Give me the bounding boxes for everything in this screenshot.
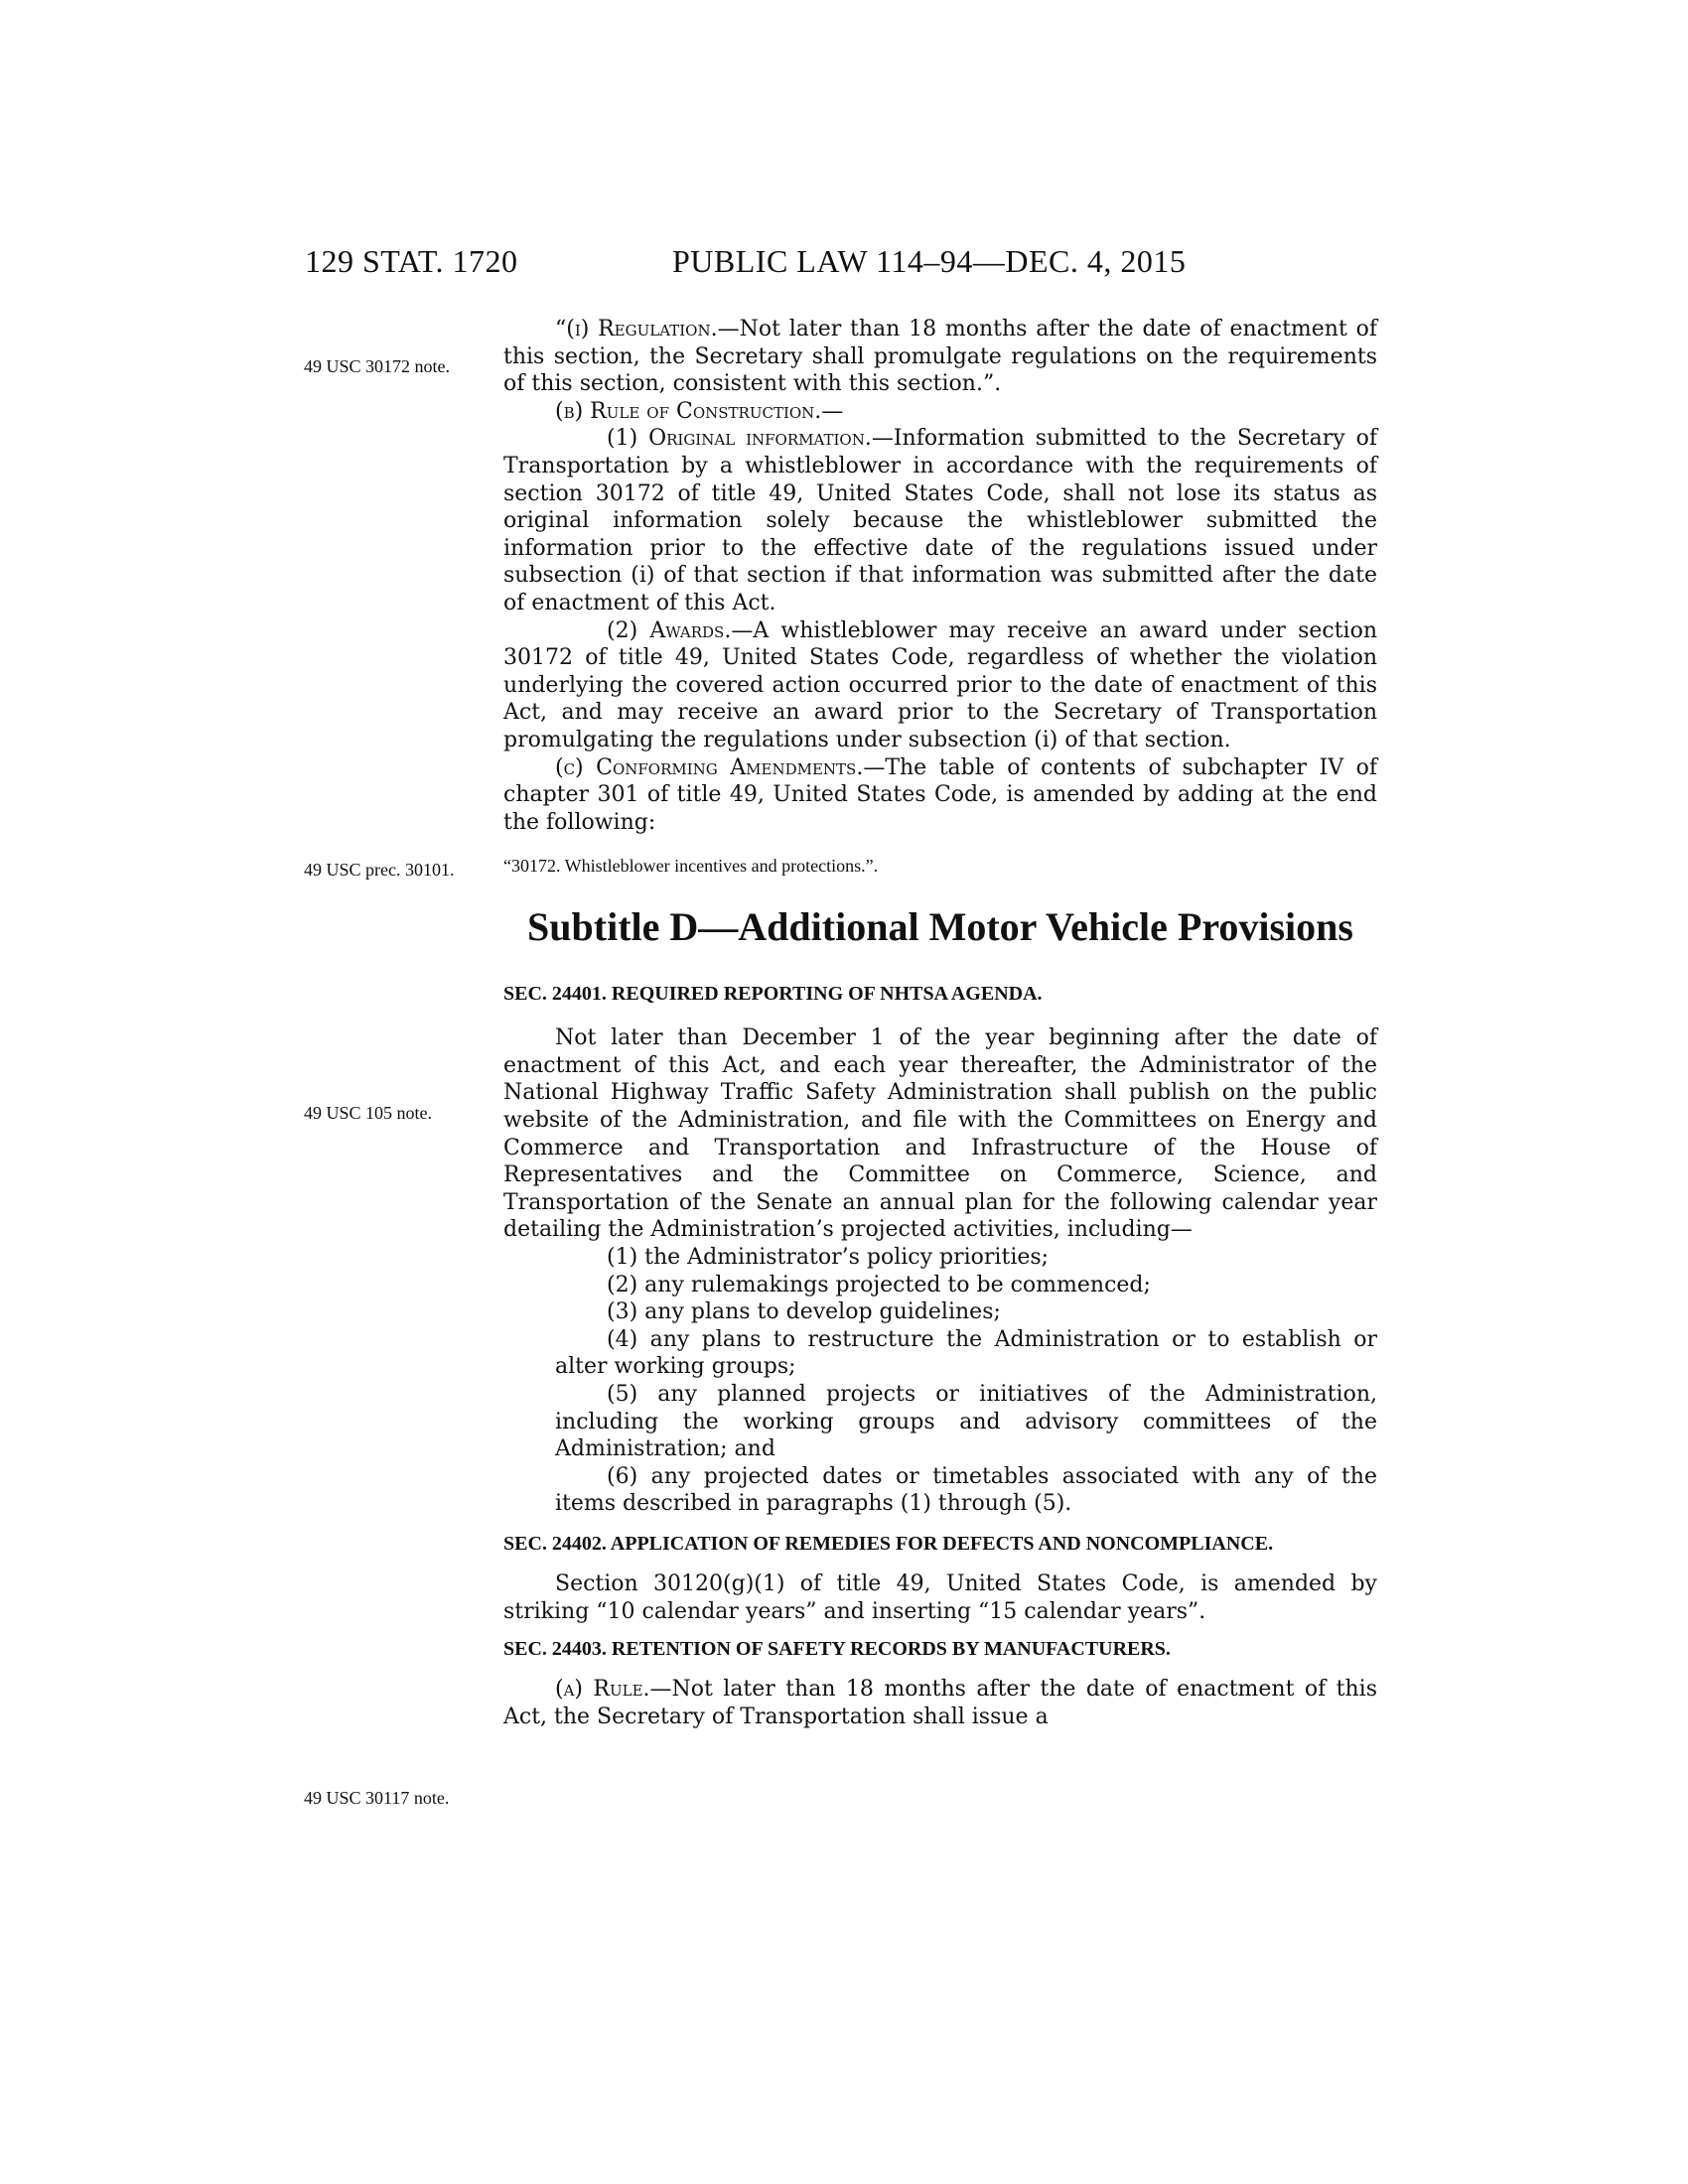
paragraph-rule (503, 1676, 1377, 1730)
section-heading-24402: SEC. 24402. APPLICATION OF REMEDIES FOR DEFECTS AND NONCOMPLIANCE. (503, 1532, 1274, 1555)
section-heading-24403: SEC. 24403. RETENTION OF SAFETY RECORDS BY MANUFACTURERS. (503, 1638, 1171, 1661)
stat-citation: 129 STAT. 1720 (305, 243, 518, 279)
section-heading-24401: SEC. 24401. REQUIRED REPORTING OF NHTSA AGENDA. (503, 983, 1043, 1006)
paragraph-text: —Not later than 18 months after the date of enactment of this Act, the Secretary of Transportation shall issue a (503, 1677, 1377, 1729)
margin-note: 49 USC 30172 note. (304, 356, 451, 376)
paragraph-text: —A whistleblower may receive an award under section 30172 of title 49, United States Code, regardless of whether the violation underlying the covered action occurred prior to the date of enactment of this Act, and may receive an award prior to the Secretary of Transportation promulgating the regulations under subsection (i) of that section. (503, 617, 1378, 752)
paragraph-rule-of-construction (503, 398, 1377, 426)
paragraph-label: (2) Awards. (607, 617, 732, 643)
list-item: (3) any plans to develop guidelines; (607, 1299, 1001, 1325)
list-item: (5) any planned projects or initiatives of the Administration, including the working groups and advisory committees of the Administration; and (555, 1382, 1377, 1462)
paragraph-text: — (821, 398, 844, 424)
paragraph-label: (c) Conforming Amendments. (555, 754, 864, 780)
paragraph-label: (a) Rule. (555, 1677, 650, 1703)
paragraph-label: (1) Original information. (607, 426, 872, 452)
law-title: PUBLIC LAW 114–94—DEC. 4, 2015 (672, 243, 1187, 279)
paragraph-text: —The table of contents of subchapter IV of chapter 301 of title 49, United States Code, is amended by adding at the end the following: (503, 754, 1377, 835)
paragraph-text: —Information submitted to the Secretary of Transportation by a whistleblower in accordance with the requirements of section 30172 of title 49, United States Code, shall not lose its status as original information solely because the whistleblower submitted the information prior to the effective date of the regulations issued under subsection (i) of that section if that information was submitted after the date of enactment of this Act. (503, 426, 1378, 615)
paragraph-regulation (503, 316, 1377, 398)
paragraph-original-information (503, 425, 1377, 616)
paragraph-label: (b) Rule of Construction. (555, 398, 822, 424)
margin-note: 49 USC prec. 30101. (304, 860, 455, 880)
margin-note: 49 USC 105 note. (304, 1103, 433, 1123)
list-item: (4) any plans to restructure the Administration or to establish or alter working groups; (555, 1326, 1377, 1380)
margin-note: 49 USC 30117 note. (304, 1788, 450, 1808)
list-item: (1) the Administrator’s policy priorities; (607, 1245, 1050, 1271)
paragraph-label: “(i) Regulation. (555, 317, 718, 341)
list-item: (6) any projected dates or timetables associated with any of the items described in paragraphs (1) through (5). (555, 1463, 1377, 1517)
subtitle-heading: Subtitle D—Additional Motor Vehicle Provisions (527, 904, 1353, 950)
section-text-24402: Section 30120(g)(1) of title 49, United States Code, is amended by striking “10 calendar years” and inserting “15 calendar years”. (503, 1570, 1377, 1624)
toc-entry: “30172. Whistleblower incentives and protections.”. (503, 856, 879, 877)
paragraph-conforming-amendments (503, 754, 1377, 837)
list-item: (2) any rulemakings projected to be commenced; (607, 1272, 1151, 1297)
paragraph-text: —Not later than 18 months after the date of enactment of this section, the Secretary shall promulgate regulations on the requirements of this section, consistent with this section.”. (503, 317, 1377, 397)
paragraph-awards (503, 617, 1377, 754)
section-text-24401: Not later than December 1 of the year beginning after the date of enactment of this Act, and each year thereafter, the Administrator of the National Highway Traffic Safety Administration shall publish on the public website of the Administration, and file with the Committees on Energy and Commerce and Transportation and Infrastructure of the House of Representatives and the Committee on Commerce, Science, and Transportation of the Senate an annual plan for the following calendar year detailing the Administration’s projected activities, including— (503, 1025, 1377, 1243)
main-text (503, 316, 1377, 1730)
